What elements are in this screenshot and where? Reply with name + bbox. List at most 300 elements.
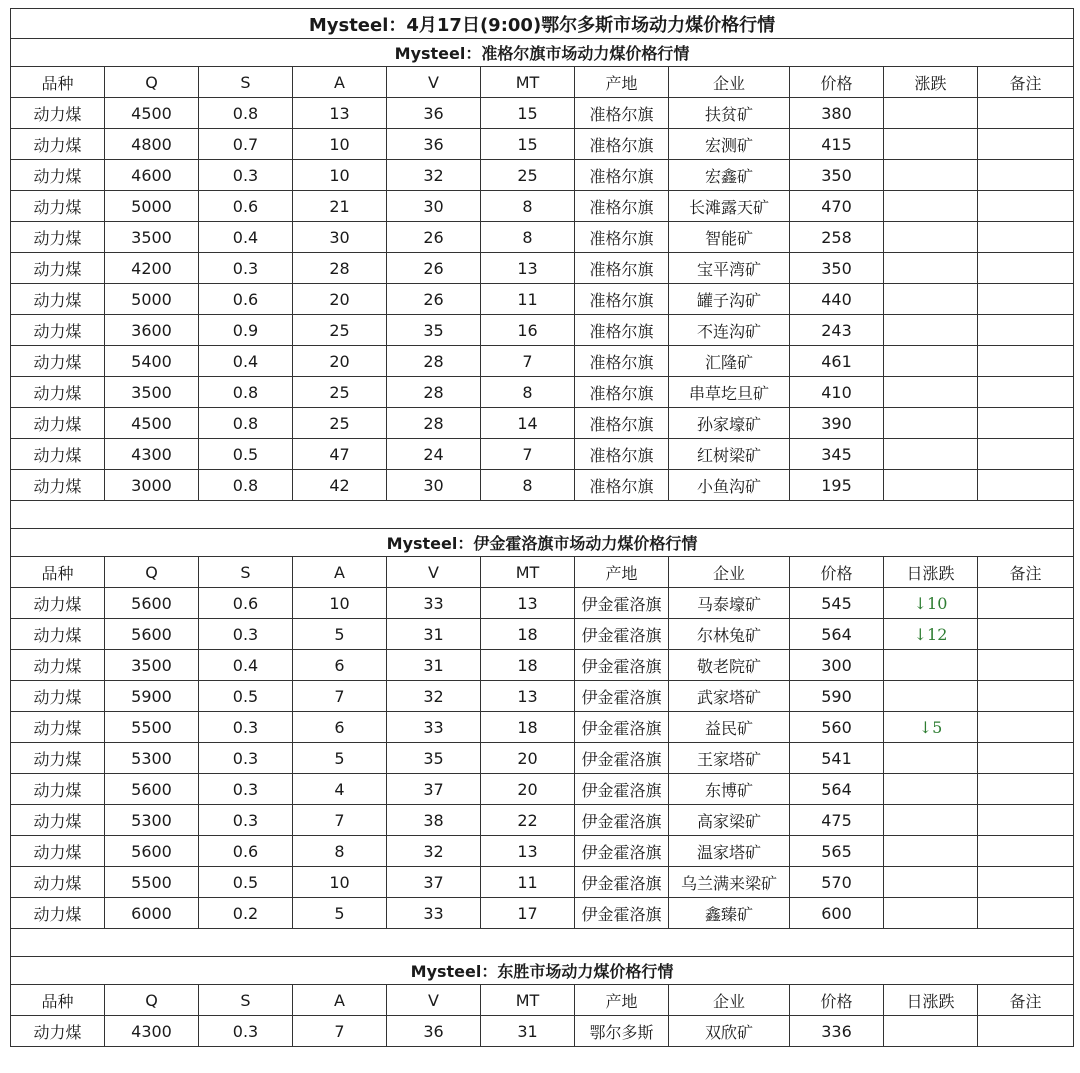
table-cell: 32 bbox=[387, 160, 481, 191]
table-cell: 440 bbox=[790, 284, 884, 315]
table-cell: 伊金霍洛旗 bbox=[575, 867, 669, 898]
table-cell: 0.5 bbox=[199, 681, 293, 712]
table-cell: 动力煤 bbox=[11, 619, 105, 650]
table-cell: 不连沟矿 bbox=[669, 315, 790, 346]
table-cell: 0.7 bbox=[199, 129, 293, 160]
change-cell: ↓12 bbox=[884, 619, 978, 650]
table-cell: 5900 bbox=[105, 681, 199, 712]
table-cell: 3500 bbox=[105, 222, 199, 253]
table-cell: 动力煤 bbox=[11, 743, 105, 774]
table-cell bbox=[978, 160, 1074, 191]
change-cell bbox=[884, 774, 978, 805]
table-cell: 36 bbox=[387, 98, 481, 129]
change-cell bbox=[884, 898, 978, 929]
table-cell: 410 bbox=[790, 377, 884, 408]
table-cell: 545 bbox=[790, 588, 884, 619]
table-cell: 动力煤 bbox=[11, 284, 105, 315]
change-cell bbox=[884, 743, 978, 774]
table-cell: 11 bbox=[481, 284, 575, 315]
price-table bbox=[10, 8, 1074, 1047]
table-cell: 小鱼沟矿 bbox=[669, 470, 790, 501]
table-cell: 准格尔旗 bbox=[575, 98, 669, 129]
table-cell: 准格尔旗 bbox=[575, 315, 669, 346]
table-cell: 动力煤 bbox=[11, 129, 105, 160]
table-cell: 590 bbox=[790, 681, 884, 712]
table-cell: 0.3 bbox=[199, 805, 293, 836]
table-cell: 4300 bbox=[105, 1016, 199, 1047]
table-cell: 0.6 bbox=[199, 284, 293, 315]
table-cell: 300 bbox=[790, 650, 884, 681]
table-cell: 7 bbox=[293, 1016, 387, 1047]
column-header: S bbox=[199, 67, 293, 98]
column-header: 企业 bbox=[669, 557, 790, 588]
table-row bbox=[11, 619, 1074, 650]
table-cell: 4600 bbox=[105, 160, 199, 191]
table-cell: 伊金霍洛旗 bbox=[575, 774, 669, 805]
table-cell: 准格尔旗 bbox=[575, 408, 669, 439]
table-cell: 20 bbox=[293, 346, 387, 377]
table-cell: 8 bbox=[481, 222, 575, 253]
table-cell: 7 bbox=[293, 805, 387, 836]
table-cell: 动力煤 bbox=[11, 774, 105, 805]
table-cell: 0.3 bbox=[199, 1016, 293, 1047]
table-cell: 380 bbox=[790, 98, 884, 129]
table-cell: 伊金霍洛旗 bbox=[575, 588, 669, 619]
table-cell: 0.4 bbox=[199, 650, 293, 681]
table-cell: 20 bbox=[481, 743, 575, 774]
table-cell: 0.3 bbox=[199, 743, 293, 774]
column-header: 产地 bbox=[575, 985, 669, 1016]
column-header: Q bbox=[105, 985, 199, 1016]
table-cell: 21 bbox=[293, 191, 387, 222]
table-cell: 5500 bbox=[105, 867, 199, 898]
table-row bbox=[11, 470, 1074, 501]
table-cell: 31 bbox=[387, 650, 481, 681]
section-title: Mysteel：准格尔旗市场动力煤价格行情 bbox=[11, 39, 1074, 67]
table-cell bbox=[978, 253, 1074, 284]
table-cell: 3500 bbox=[105, 377, 199, 408]
table-cell: 动力煤 bbox=[11, 1016, 105, 1047]
table-cell: 鄂尔多斯 bbox=[575, 1016, 669, 1047]
table-row bbox=[11, 836, 1074, 867]
table-cell: 28 bbox=[293, 253, 387, 284]
table-cell: 伊金霍洛旗 bbox=[575, 805, 669, 836]
table-cell bbox=[978, 774, 1074, 805]
table-cell: 33 bbox=[387, 712, 481, 743]
table-cell: 动力煤 bbox=[11, 408, 105, 439]
table-cell: 195 bbox=[790, 470, 884, 501]
table-cell: 350 bbox=[790, 160, 884, 191]
table-row bbox=[11, 160, 1074, 191]
change-cell bbox=[884, 98, 978, 129]
column-header: MT bbox=[481, 985, 575, 1016]
table-cell: 准格尔旗 bbox=[575, 439, 669, 470]
table-cell: 动力煤 bbox=[11, 650, 105, 681]
table-cell: 5500 bbox=[105, 712, 199, 743]
column-header: 企业 bbox=[669, 67, 790, 98]
table-cell: 0.8 bbox=[199, 98, 293, 129]
table-cell: 5 bbox=[293, 743, 387, 774]
table-cell: 4200 bbox=[105, 253, 199, 284]
table-cell: 汇隆矿 bbox=[669, 346, 790, 377]
table-cell: 0.2 bbox=[199, 898, 293, 929]
section-spacer bbox=[11, 929, 1074, 957]
table-cell: 20 bbox=[293, 284, 387, 315]
column-header: V bbox=[387, 985, 481, 1016]
table-cell: 7 bbox=[293, 681, 387, 712]
table-cell: 5000 bbox=[105, 191, 199, 222]
table-cell: 罐子沟矿 bbox=[669, 284, 790, 315]
table-cell: 准格尔旗 bbox=[575, 129, 669, 160]
table-cell bbox=[978, 346, 1074, 377]
table-cell: 0.3 bbox=[199, 160, 293, 191]
table-cell: 动力煤 bbox=[11, 836, 105, 867]
table-cell: 4 bbox=[293, 774, 387, 805]
header-row bbox=[11, 985, 1074, 1016]
table-cell: 孙家壕矿 bbox=[669, 408, 790, 439]
table-cell: 0.6 bbox=[199, 191, 293, 222]
table-cell: 0.8 bbox=[199, 470, 293, 501]
table-cell: 18 bbox=[481, 712, 575, 743]
column-header: A bbox=[293, 985, 387, 1016]
table-row bbox=[11, 805, 1074, 836]
table-cell: 33 bbox=[387, 588, 481, 619]
table-cell: 益民矿 bbox=[669, 712, 790, 743]
column-header: V bbox=[387, 557, 481, 588]
table-cell: 7 bbox=[481, 346, 575, 377]
table-cell: 尔林兔矿 bbox=[669, 619, 790, 650]
column-header: Q bbox=[105, 67, 199, 98]
table-cell: 345 bbox=[790, 439, 884, 470]
table-cell: 东博矿 bbox=[669, 774, 790, 805]
table-cell: 10 bbox=[293, 588, 387, 619]
table-cell: 11 bbox=[481, 867, 575, 898]
table-cell bbox=[978, 898, 1074, 929]
table-cell: 560 bbox=[790, 712, 884, 743]
table-cell: 马泰壕矿 bbox=[669, 588, 790, 619]
table-cell: 461 bbox=[790, 346, 884, 377]
table-cell: 5300 bbox=[105, 805, 199, 836]
table-cell bbox=[978, 650, 1074, 681]
column-header: S bbox=[199, 557, 293, 588]
table-cell: 8 bbox=[293, 836, 387, 867]
change-cell bbox=[884, 129, 978, 160]
column-header: S bbox=[199, 985, 293, 1016]
table-cell: 6000 bbox=[105, 898, 199, 929]
table-cell: 0.3 bbox=[199, 712, 293, 743]
table-cell: 47 bbox=[293, 439, 387, 470]
change-cell bbox=[884, 867, 978, 898]
section-title: Mysteel：伊金霍洛旗市场动力煤价格行情 bbox=[11, 529, 1074, 557]
change-cell bbox=[884, 650, 978, 681]
table-cell: 8 bbox=[481, 377, 575, 408]
change-cell bbox=[884, 160, 978, 191]
change-cell bbox=[884, 222, 978, 253]
table-cell bbox=[978, 836, 1074, 867]
change-cell bbox=[884, 681, 978, 712]
table-cell bbox=[978, 867, 1074, 898]
table-cell: 动力煤 bbox=[11, 867, 105, 898]
table-cell: 26 bbox=[387, 253, 481, 284]
table-cell: 37 bbox=[387, 867, 481, 898]
table-cell: 20 bbox=[481, 774, 575, 805]
change-cell bbox=[884, 836, 978, 867]
table-cell: 动力煤 bbox=[11, 253, 105, 284]
table-cell: 动力煤 bbox=[11, 588, 105, 619]
table-row bbox=[11, 439, 1074, 470]
table-cell: 准格尔旗 bbox=[575, 160, 669, 191]
table-cell: 动力煤 bbox=[11, 805, 105, 836]
table-cell: 串草圪旦矿 bbox=[669, 377, 790, 408]
table-cell: 温家塔矿 bbox=[669, 836, 790, 867]
table-cell: 7 bbox=[481, 439, 575, 470]
table-cell: 15 bbox=[481, 98, 575, 129]
table-cell: 25 bbox=[293, 408, 387, 439]
table-cell bbox=[978, 743, 1074, 774]
table-row bbox=[11, 898, 1074, 929]
table-cell: 18 bbox=[481, 619, 575, 650]
table-cell bbox=[978, 588, 1074, 619]
section-title-row bbox=[11, 957, 1074, 985]
table-cell bbox=[978, 408, 1074, 439]
table-cell: 38 bbox=[387, 805, 481, 836]
table-cell: 13 bbox=[481, 681, 575, 712]
table-cell: 0.3 bbox=[199, 619, 293, 650]
table-cell: 17 bbox=[481, 898, 575, 929]
table-cell: 宝平湾矿 bbox=[669, 253, 790, 284]
table-cell: 乌兰满来梁矿 bbox=[669, 867, 790, 898]
table-cell: 5600 bbox=[105, 588, 199, 619]
table-row bbox=[11, 408, 1074, 439]
table-cell bbox=[978, 315, 1074, 346]
column-header: Q bbox=[105, 557, 199, 588]
table-row bbox=[11, 253, 1074, 284]
table-cell: 15 bbox=[481, 129, 575, 160]
table-cell: 30 bbox=[387, 470, 481, 501]
table-row bbox=[11, 867, 1074, 898]
column-header: 备注 bbox=[978, 557, 1074, 588]
table-cell: 0.8 bbox=[199, 377, 293, 408]
table-cell: 10 bbox=[293, 160, 387, 191]
change-cell bbox=[884, 284, 978, 315]
table-cell: 5300 bbox=[105, 743, 199, 774]
table-cell: 32 bbox=[387, 681, 481, 712]
section-title: Mysteel：东胜市场动力煤价格行情 bbox=[11, 957, 1074, 985]
column-header: 备注 bbox=[978, 67, 1074, 98]
table-row bbox=[11, 712, 1074, 743]
column-header: 备注 bbox=[978, 985, 1074, 1016]
header-row bbox=[11, 67, 1074, 98]
table-row bbox=[11, 377, 1074, 408]
table-cell: 10 bbox=[293, 129, 387, 160]
spacer-cell bbox=[11, 501, 1074, 529]
table-cell: 32 bbox=[387, 836, 481, 867]
change-cell bbox=[884, 346, 978, 377]
table-cell: 5000 bbox=[105, 284, 199, 315]
table-cell: 24 bbox=[387, 439, 481, 470]
table-cell: 13 bbox=[481, 836, 575, 867]
table-row bbox=[11, 129, 1074, 160]
table-cell: 564 bbox=[790, 619, 884, 650]
table-cell: 3600 bbox=[105, 315, 199, 346]
table-cell: 动力煤 bbox=[11, 470, 105, 501]
table-row bbox=[11, 98, 1074, 129]
section-spacer bbox=[11, 501, 1074, 529]
table-cell: 37 bbox=[387, 774, 481, 805]
table-cell: 伊金霍洛旗 bbox=[575, 898, 669, 929]
table-cell: 28 bbox=[387, 377, 481, 408]
change-cell bbox=[884, 470, 978, 501]
table-cell: 0.5 bbox=[199, 867, 293, 898]
table-cell: 动力煤 bbox=[11, 712, 105, 743]
column-header: 价格 bbox=[790, 67, 884, 98]
table-row bbox=[11, 743, 1074, 774]
change-cell: ↓5 bbox=[884, 712, 978, 743]
table-cell: 0.3 bbox=[199, 253, 293, 284]
column-header: 品种 bbox=[11, 557, 105, 588]
table-cell: 0.3 bbox=[199, 774, 293, 805]
table-cell: 28 bbox=[387, 346, 481, 377]
table-cell: 4500 bbox=[105, 408, 199, 439]
column-header: 产地 bbox=[575, 557, 669, 588]
column-header: 日涨跌 bbox=[884, 557, 978, 588]
table-cell: 宏鑫矿 bbox=[669, 160, 790, 191]
table-cell bbox=[978, 1016, 1074, 1047]
column-header: 品种 bbox=[11, 67, 105, 98]
table-cell: 准格尔旗 bbox=[575, 222, 669, 253]
change-cell: ↓10 bbox=[884, 588, 978, 619]
table-cell: 541 bbox=[790, 743, 884, 774]
table-cell: 22 bbox=[481, 805, 575, 836]
table-cell: 准格尔旗 bbox=[575, 191, 669, 222]
column-header: MT bbox=[481, 67, 575, 98]
table-cell: 36 bbox=[387, 1016, 481, 1047]
table-cell: 准格尔旗 bbox=[575, 377, 669, 408]
table-cell: 415 bbox=[790, 129, 884, 160]
table-cell: 350 bbox=[790, 253, 884, 284]
table-cell: 动力煤 bbox=[11, 439, 105, 470]
table-cell: 8 bbox=[481, 191, 575, 222]
table-cell: 14 bbox=[481, 408, 575, 439]
table-cell: 准格尔旗 bbox=[575, 470, 669, 501]
table-cell: 564 bbox=[790, 774, 884, 805]
table-cell: 0.8 bbox=[199, 408, 293, 439]
table-cell: 伊金霍洛旗 bbox=[575, 743, 669, 774]
table-cell: 31 bbox=[387, 619, 481, 650]
table-cell: 30 bbox=[293, 222, 387, 253]
table-cell: 390 bbox=[790, 408, 884, 439]
table-cell bbox=[978, 712, 1074, 743]
table-cell: 3500 bbox=[105, 650, 199, 681]
table-cell: 475 bbox=[790, 805, 884, 836]
table-cell: 5600 bbox=[105, 836, 199, 867]
table-cell: 动力煤 bbox=[11, 346, 105, 377]
table-row bbox=[11, 191, 1074, 222]
column-header: 企业 bbox=[669, 985, 790, 1016]
table-cell: 13 bbox=[481, 253, 575, 284]
table-cell: 伊金霍洛旗 bbox=[575, 681, 669, 712]
table-cell bbox=[978, 284, 1074, 315]
table-cell: 33 bbox=[387, 898, 481, 929]
table-cell: 准格尔旗 bbox=[575, 253, 669, 284]
table-cell: 31 bbox=[481, 1016, 575, 1047]
table-cell: 243 bbox=[790, 315, 884, 346]
table-cell: 26 bbox=[387, 222, 481, 253]
table-cell: 准格尔旗 bbox=[575, 284, 669, 315]
table-row bbox=[11, 315, 1074, 346]
table-cell: 0.6 bbox=[199, 588, 293, 619]
table-cell bbox=[978, 470, 1074, 501]
table-cell: 36 bbox=[387, 129, 481, 160]
table-cell bbox=[978, 98, 1074, 129]
table-cell: 动力煤 bbox=[11, 377, 105, 408]
spacer-cell bbox=[11, 929, 1074, 957]
change-cell bbox=[884, 315, 978, 346]
table-cell: 4300 bbox=[105, 439, 199, 470]
price-sheet bbox=[10, 8, 1069, 1047]
column-header: V bbox=[387, 67, 481, 98]
table-cell: 10 bbox=[293, 867, 387, 898]
table-cell bbox=[978, 681, 1074, 712]
table-cell: 4800 bbox=[105, 129, 199, 160]
table-cell: 16 bbox=[481, 315, 575, 346]
table-cell: 动力煤 bbox=[11, 315, 105, 346]
table-cell bbox=[978, 222, 1074, 253]
table-cell: 动力煤 bbox=[11, 98, 105, 129]
table-cell: 伊金霍洛旗 bbox=[575, 712, 669, 743]
table-cell: 5 bbox=[293, 898, 387, 929]
table-cell: 宏测矿 bbox=[669, 129, 790, 160]
table-cell: 5400 bbox=[105, 346, 199, 377]
table-cell: 伊金霍洛旗 bbox=[575, 619, 669, 650]
table-cell: 28 bbox=[387, 408, 481, 439]
table-cell: 红树梁矿 bbox=[669, 439, 790, 470]
section-title-row bbox=[11, 529, 1074, 557]
change-cell bbox=[884, 805, 978, 836]
table-cell: 智能矿 bbox=[669, 222, 790, 253]
table-cell bbox=[978, 191, 1074, 222]
table-cell: 0.9 bbox=[199, 315, 293, 346]
table-cell: 动力煤 bbox=[11, 681, 105, 712]
table-cell: 570 bbox=[790, 867, 884, 898]
table-cell: 武家塔矿 bbox=[669, 681, 790, 712]
column-header: 涨跌 bbox=[884, 67, 978, 98]
table-cell bbox=[978, 805, 1074, 836]
table-cell: 336 bbox=[790, 1016, 884, 1047]
table-row bbox=[11, 222, 1074, 253]
table-cell: 动力煤 bbox=[11, 191, 105, 222]
table-row bbox=[11, 681, 1074, 712]
column-header: A bbox=[293, 67, 387, 98]
table-cell bbox=[978, 377, 1074, 408]
table-cell: 42 bbox=[293, 470, 387, 501]
column-header: 产地 bbox=[575, 67, 669, 98]
table-row bbox=[11, 1016, 1074, 1047]
table-cell: 0.4 bbox=[199, 222, 293, 253]
table-cell: 准格尔旗 bbox=[575, 346, 669, 377]
change-cell bbox=[884, 191, 978, 222]
table-cell: 5600 bbox=[105, 619, 199, 650]
column-header: 日涨跌 bbox=[884, 985, 978, 1016]
table-cell bbox=[978, 439, 1074, 470]
column-header: 价格 bbox=[790, 557, 884, 588]
change-cell bbox=[884, 408, 978, 439]
change-cell bbox=[884, 377, 978, 408]
table-cell: 6 bbox=[293, 712, 387, 743]
table-cell: 26 bbox=[387, 284, 481, 315]
table-row bbox=[11, 774, 1074, 805]
main-title-row bbox=[11, 9, 1074, 39]
